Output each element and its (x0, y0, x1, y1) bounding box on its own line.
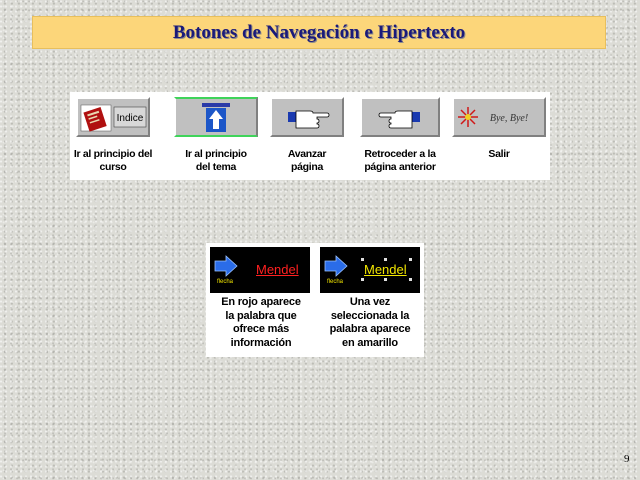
label-line: En rojo aparece (221, 296, 301, 308)
course-start-label (64, 148, 162, 174)
previous-page-label-line1: Retroceder a la (364, 148, 436, 160)
previous-page-label-line2: página anterior (364, 161, 436, 173)
selection-handle (409, 258, 412, 261)
label-line: la palabra que (225, 309, 297, 322)
selection-handle (361, 278, 364, 281)
previous-page-label (351, 148, 449, 174)
hypertext-demo-panel (206, 243, 424, 357)
selection-handle (361, 258, 364, 261)
exit-bye-icon (454, 99, 544, 135)
hypertext-demo-selected (320, 247, 420, 293)
hypertext-demo-unselected-label (206, 296, 316, 350)
label-line: palabra aparece (329, 323, 411, 335)
svg-text:flecha: flecha (216, 279, 234, 285)
slide-title: Botones de Navegación e Hipertexto (172, 21, 466, 43)
course-start-label-line2: curso (99, 161, 127, 173)
hypertext-demo-selected-label (315, 296, 425, 350)
topic-start-label (167, 148, 265, 174)
next-page-label-line2: página (290, 161, 324, 173)
page-number: 9 (624, 453, 630, 465)
arrow-right-icon (322, 252, 350, 286)
hypertext-demo-unselected (210, 247, 310, 293)
label-line: Una vez (349, 296, 391, 308)
svg-text:flecha: flecha (326, 279, 344, 285)
topic-start-button[interactable] (174, 97, 258, 137)
hyperlink-word-red[interactable]: Mendel (256, 262, 299, 277)
next-page-label-line1: Avanzar (287, 148, 327, 160)
arrow-up-to-line-icon (176, 99, 256, 135)
label-line: ofrece más (232, 323, 290, 335)
exit-label (450, 148, 548, 161)
label-line: seleccionada la (330, 309, 410, 322)
previous-page-button[interactable] (360, 97, 440, 137)
hyperlink-word-yellow[interactable]: Mendel (364, 262, 407, 277)
next-page-label (258, 148, 356, 174)
topic-start-label-line2: del tema (195, 161, 237, 173)
exit-label-line1: Salir (488, 148, 510, 160)
book-index-icon (78, 99, 148, 135)
svg-text:Bye, Bye!: Bye, Bye! (489, 113, 529, 124)
course-start-label-line1: Ir al principio del (73, 148, 153, 160)
selection-handle (384, 258, 387, 261)
label-line: en amarillo (342, 336, 398, 349)
topic-start-label-line1: Ir al principio (185, 148, 247, 160)
label-line: información (230, 336, 292, 349)
pointing-hand-left-icon (362, 99, 438, 135)
arrow-right-icon (212, 252, 240, 286)
pointing-hand-right-icon (272, 99, 342, 135)
slide-title-bar (32, 16, 606, 49)
svg-text:Indice: Indice (116, 113, 144, 124)
course-start-button[interactable] (76, 97, 150, 137)
next-page-button[interactable] (270, 97, 344, 137)
nav-buttons-panel (70, 92, 550, 180)
selection-handle (409, 278, 412, 281)
selection-handle (384, 278, 387, 281)
exit-button[interactable] (452, 97, 546, 137)
